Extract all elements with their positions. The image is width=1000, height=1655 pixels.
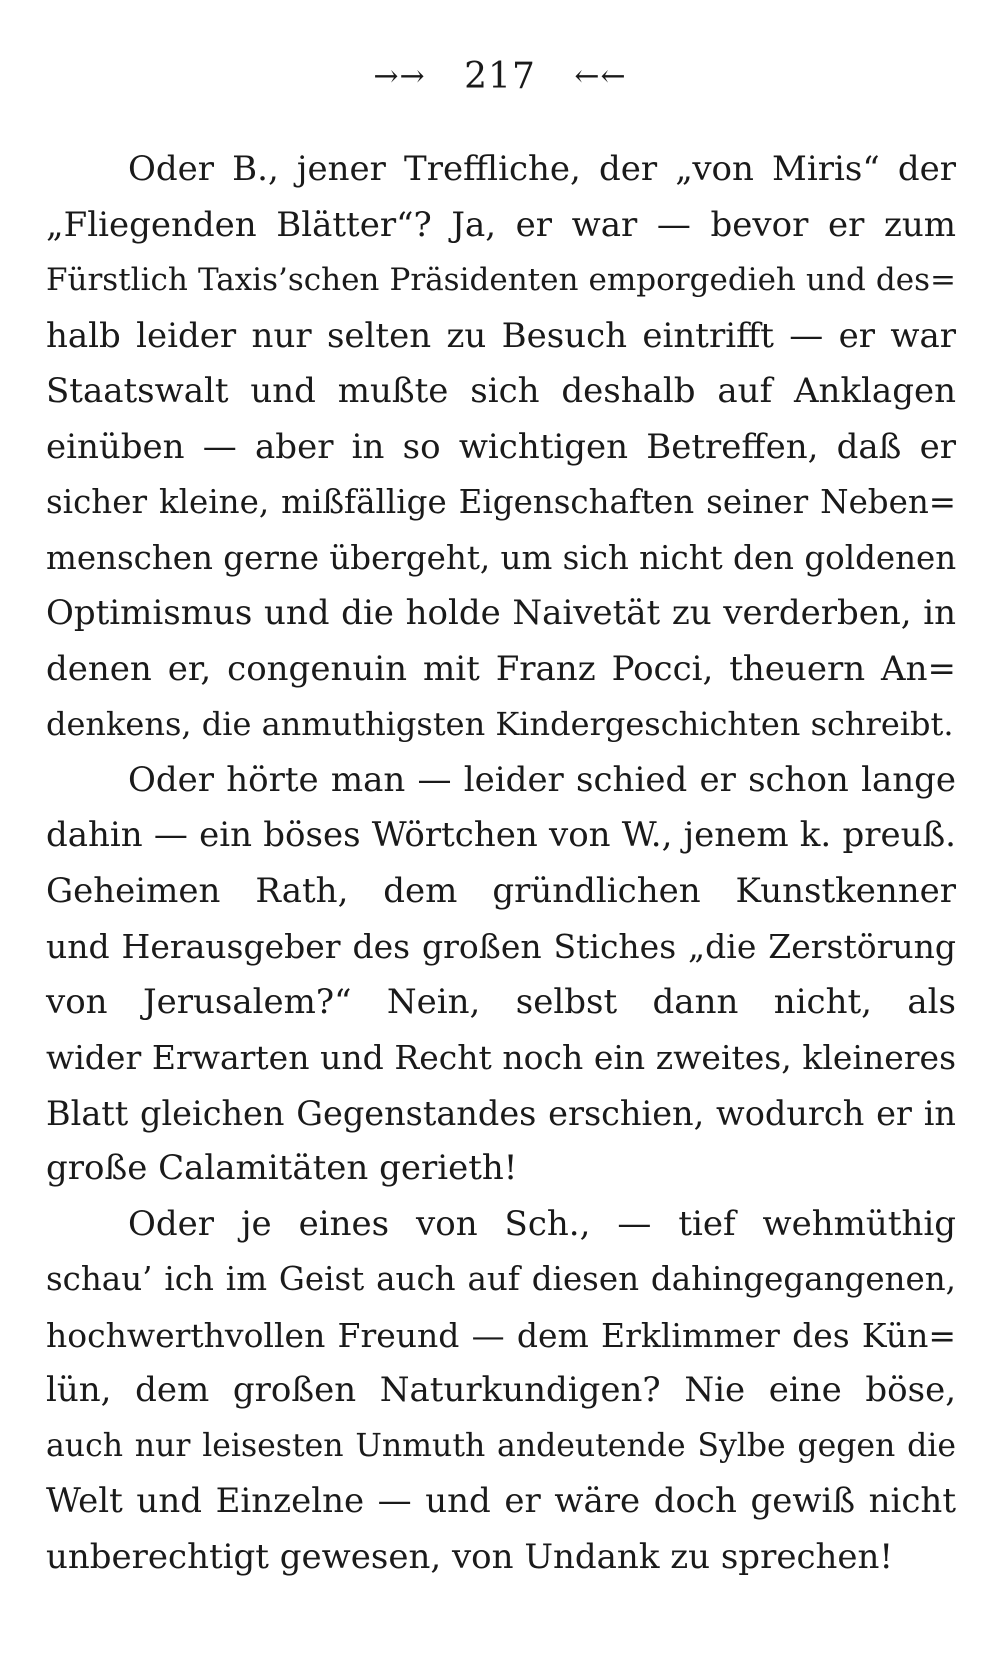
text-line: schau’ ich im Geist auch auf diesen dahingegangenen, [46,1260,956,1298]
text-line: Optimismus und die holde Naivetät zu verderben, in [46,593,956,633]
text-line: Oder hörte man — leider schied er schon lange [128,759,956,800]
text-line: lün, dem großen Naturkundigen? Nie eine böse, [46,1370,956,1410]
text-line: von Jerusalem?“ Nein, selbst dann nicht, als [46,981,956,1022]
text-line: hochwerthvollen Freund — dem Erklimmer des Kün= [46,1315,956,1355]
text-line: Staatswalt und mußte sich deshalb auf Anklagen [46,371,956,411]
page-number: 217 [464,56,536,97]
paragraph-2 [46,753,956,1197]
right-arrow-ornament: ←← [574,59,627,94]
text-line: Blatt gleichen Gegenstandes erschien, wodurch er in [46,1093,956,1133]
text-line: dahin — ein böses Wörtchen von W., jenem k. preuß. [46,815,956,855]
text-line: denen er, congenuin mit Franz Pocci, theuern An= [46,648,956,689]
text-line: und Herausgeber des großen Stiches „die Zerstörung [46,927,956,966]
page-header [0,52,1000,102]
text-line: auch nur leisesten Unmuth andeutende Sylbe gegen die [46,1427,956,1464]
text-line: Geheimen Rath, dem gründlichen Kunstkenner [46,870,956,911]
paragraph-1 [46,142,956,753]
text-line: große Calamitäten gerieth! [46,1148,518,1188]
text-line: menschen gerne übergeht, um sich nicht den goldenen [46,538,957,577]
text-line: unberechtigt gewesen, von Undank zu sprechen! [46,1536,894,1577]
text-line: denkens, die anmuthigsten Kindergeschichten schreibt. [46,705,954,743]
text-line: einüben — aber in so wichtigen Betreffen, daß er [46,426,956,467]
text-line: Oder je eines von Sch., — tief wehmüthig [128,1203,956,1244]
text-line: Fürstlich Taxis’schen Präsidenten emporgedieh und des= [46,262,956,298]
text-line: „Fliegenden Blätter“? Ja, er war — bevor er zum [46,204,956,245]
text-line: Oder B., jener Treffliche, der „von Miris“ der [128,149,956,189]
text-line: Welt und Einzelne — und er wäre doch gewiß nicht [46,1481,956,1521]
text-line: sicher kleine, mißfällige Eigenschaften seiner Neben= [46,483,956,521]
text-line: wider Erwarten und Recht noch ein zweites, kleineres [46,1038,956,1077]
left-arrow-ornament: →→ [373,59,426,94]
text-line: halb leider nur selten zu Besuch eintrifft — er war [46,315,956,356]
page-body [46,142,956,1585]
paragraph-3 [46,1197,956,1586]
